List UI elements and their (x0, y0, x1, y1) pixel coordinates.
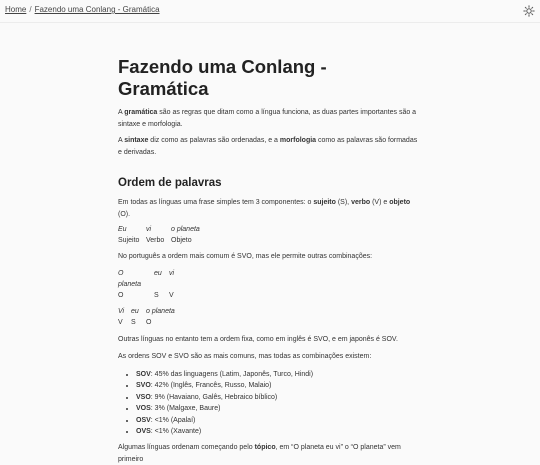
term-sintaxe: sintaxe (124, 137, 149, 144)
text-fragment: como as palavras são formadas e derivadas. (118, 137, 418, 156)
order-code: SOV (136, 370, 151, 378)
gloss-word: eu (131, 307, 139, 315)
article-content (118, 56, 422, 465)
gloss-word: o planeta (146, 307, 175, 315)
gloss-word: Eu (118, 226, 127, 233)
list-item (136, 369, 422, 381)
gloss-labels (118, 290, 422, 301)
term-morfologia: morfologia (279, 137, 317, 144)
gloss-labels (118, 317, 422, 328)
order-description: : 45% das linguagens (Latim, Japonês, Turco, Hindi) (150, 370, 314, 378)
breadcrumb-current-link[interactable]: Fazendo uma Conlang - Gramática (34, 5, 160, 14)
term-topico: tópico (254, 444, 276, 452)
text-fragment: A (118, 137, 125, 144)
breadcrumb-separator: / (29, 5, 32, 14)
order-code: VSO (136, 393, 151, 401)
order-code: OSV (136, 416, 151, 424)
gloss-words (118, 268, 422, 290)
order-description: : <1% (Apalaí) (150, 416, 196, 424)
text-fragment: (S), (335, 199, 352, 206)
text-fragment: , em “O planeta eu vi” o “O planeta” vem primeiro (118, 444, 401, 463)
breadcrumb-home-link[interactable]: Home (5, 5, 27, 14)
gloss-words (118, 306, 422, 317)
gloss-label: Objeto (171, 237, 192, 244)
order-description: : <1% (Xavante) (150, 428, 202, 436)
list-item (136, 415, 422, 427)
text-fragment: Em todas as línguas uma frase simples tem 3 componentes: o (118, 199, 314, 206)
theme-toggle-button[interactable] (523, 4, 535, 16)
gloss-label: V (169, 291, 174, 299)
list-item (136, 403, 422, 415)
intro-paragraph-syntax (118, 135, 422, 158)
text-fragment: A (118, 109, 125, 116)
text-fragment: (O). (118, 210, 131, 218)
gloss-word: O planeta (118, 269, 141, 288)
text-fragment: diz como as palavras são ordenadas, e a (148, 137, 280, 144)
gloss-example-vso (118, 306, 422, 328)
paragraph-common-orders: As ordens SOV e SVO são as mais comuns, mas todas as combinações existem: (118, 353, 372, 360)
gloss-label: S (131, 318, 136, 326)
order-code: OVS (136, 428, 151, 436)
word-order-list (118, 369, 422, 439)
breadcrumb (5, 5, 160, 15)
text-fragment: Algumas línguas ordenam começando pelo (118, 444, 255, 452)
order-code: SVO (136, 382, 151, 390)
gloss-label: Sujeito (118, 237, 140, 244)
top-bar (0, 0, 540, 23)
term-verbo: verbo (351, 199, 371, 206)
gloss-word: eu (154, 269, 162, 277)
paragraph-portuguese-order: No português a ordem mais comum é SVO, mas ele permite outras combinações: (118, 253, 373, 260)
gloss-label: O (146, 318, 152, 326)
term-sujeito: sujeito (313, 199, 336, 206)
list-item (136, 426, 422, 438)
gloss-label: Verbo (146, 237, 165, 244)
term-objeto: objeto (389, 199, 411, 206)
page-title: Fazendo uma Conlang - Gramática (118, 56, 327, 99)
gloss-label: S (154, 291, 159, 299)
order-code: VOS (136, 405, 151, 413)
gloss-word: vi (146, 226, 152, 233)
order-description: : 3% (Malgaxe, Baure) (150, 405, 221, 413)
paragraph-fixed-order: Outras línguas no entanto tem a ordem fixa, como em inglês é SVO, e em japonês é SOV. (118, 335, 398, 343)
order-description: : 9% (Havaiano, Galês, Hebraico bíblico) (150, 393, 278, 401)
text-fragment: (V) e (370, 199, 390, 206)
paragraph-components (118, 197, 422, 220)
list-item (136, 380, 422, 392)
intro-paragraph-grammar (118, 107, 422, 130)
paragraph-topic (118, 442, 422, 465)
gloss-example-osv (118, 268, 422, 301)
term-gramatica: gramática (124, 109, 158, 116)
gloss-words (118, 224, 422, 235)
gloss-word: vi (169, 269, 175, 277)
sun-icon (523, 5, 535, 17)
list-item (136, 392, 422, 404)
gloss-example-svo (118, 224, 422, 246)
section-heading-word-order: Ordem de palavras (118, 177, 222, 189)
gloss-label: O (118, 291, 124, 299)
text-fragment: são as regras que ditam como a língua funciona, as duas partes importantes são a sintaxe e morfologia. (118, 109, 417, 128)
gloss-label: V (118, 318, 123, 326)
order-description: : 42% (Inglês, Francês, Russo, Malaio) (150, 382, 272, 390)
gloss-word: o planeta (171, 226, 200, 233)
gloss-word: Vi (118, 307, 125, 315)
gloss-labels (118, 235, 422, 246)
